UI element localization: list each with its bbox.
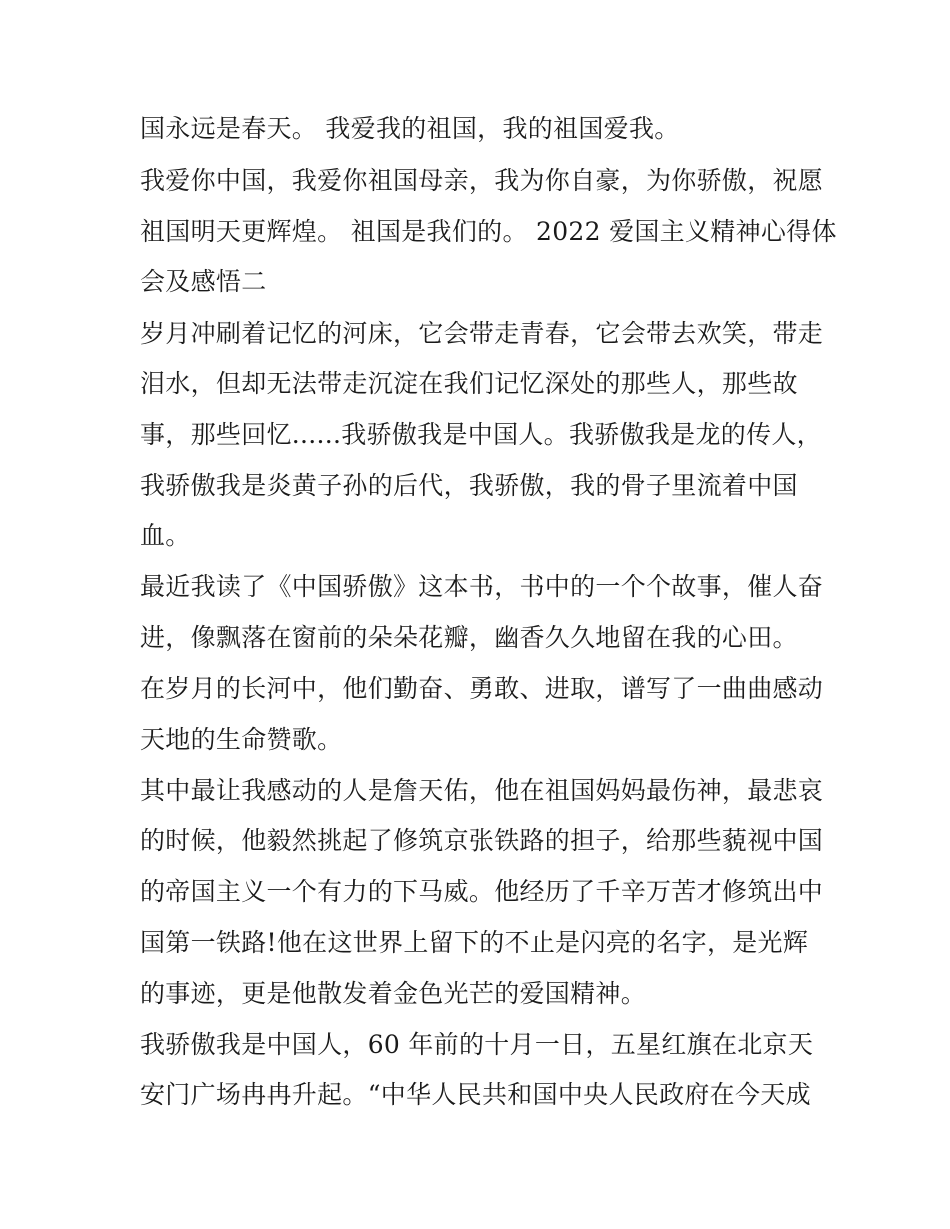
- text-line: 天地的生命赞歌。: [140, 725, 343, 754]
- text-line: 我骄傲我是中国人，60 年前的十月一日，五星红旗在北京天: [140, 1030, 814, 1059]
- text-line: 血。: [140, 521, 191, 550]
- text-line: 的帝国主义一个有力的下马威。他经历了千辛万苦才修筑出中: [140, 877, 824, 906]
- text-line: 其中最让我感动的人是詹天佑，他在祖国妈妈最伤神，最悲哀: [140, 776, 824, 805]
- text-line: 的时候，他毅然挑起了修筑京张铁路的担子，给那些藐视中国: [140, 826, 824, 855]
- text-line: 祖国明天更辉煌。 祖国是我们的。 2022 爱国主义精神心得体: [140, 217, 837, 246]
- text-line: 我爱你中国，我爱你祖国母亲，我为你自豪，为你骄傲，祝愿: [140, 166, 824, 195]
- text-line: 泪水，但却无法带走沉淀在我们记忆深处的那些人，那些故: [140, 369, 798, 398]
- text-line: 会及感悟二: [140, 267, 267, 296]
- text-line: 岁月冲刷着记忆的河床，它会带走青春，它会带去欢笑，带走: [140, 319, 824, 348]
- text-line: 的事迹，更是他散发着金色光芒的爱国精神。: [140, 979, 647, 1008]
- text-line: 事，那些回忆......我骄傲我是中国人。我骄傲我是龙的传人，: [140, 420, 822, 449]
- text-line: 安门广场冉冉升起。“中华人民共和国中央人民政府在今天成: [140, 1080, 811, 1109]
- text-line: 进，像飘落在窗前的朵朵花瓣，幽香久久地留在我的心田。: [140, 623, 798, 652]
- text-line: 在岁月的长河中，他们勤奋、勇敢、进取，谱写了一曲曲感动: [140, 674, 824, 703]
- text-line: 我骄傲我是炎黄子孙的后代，我骄傲，我的骨子里流着中国: [140, 471, 798, 500]
- text-line: 国第一铁路!他在这世界上留下的不止是闪亮的名字，是光辉: [140, 928, 809, 957]
- text-line: 最近我读了《中国骄傲》这本书，书中的一个个故事，催人奋: [140, 572, 824, 601]
- text-line: 国永远是春天。 我爱我的祖国，我的祖国爱我。: [140, 114, 680, 143]
